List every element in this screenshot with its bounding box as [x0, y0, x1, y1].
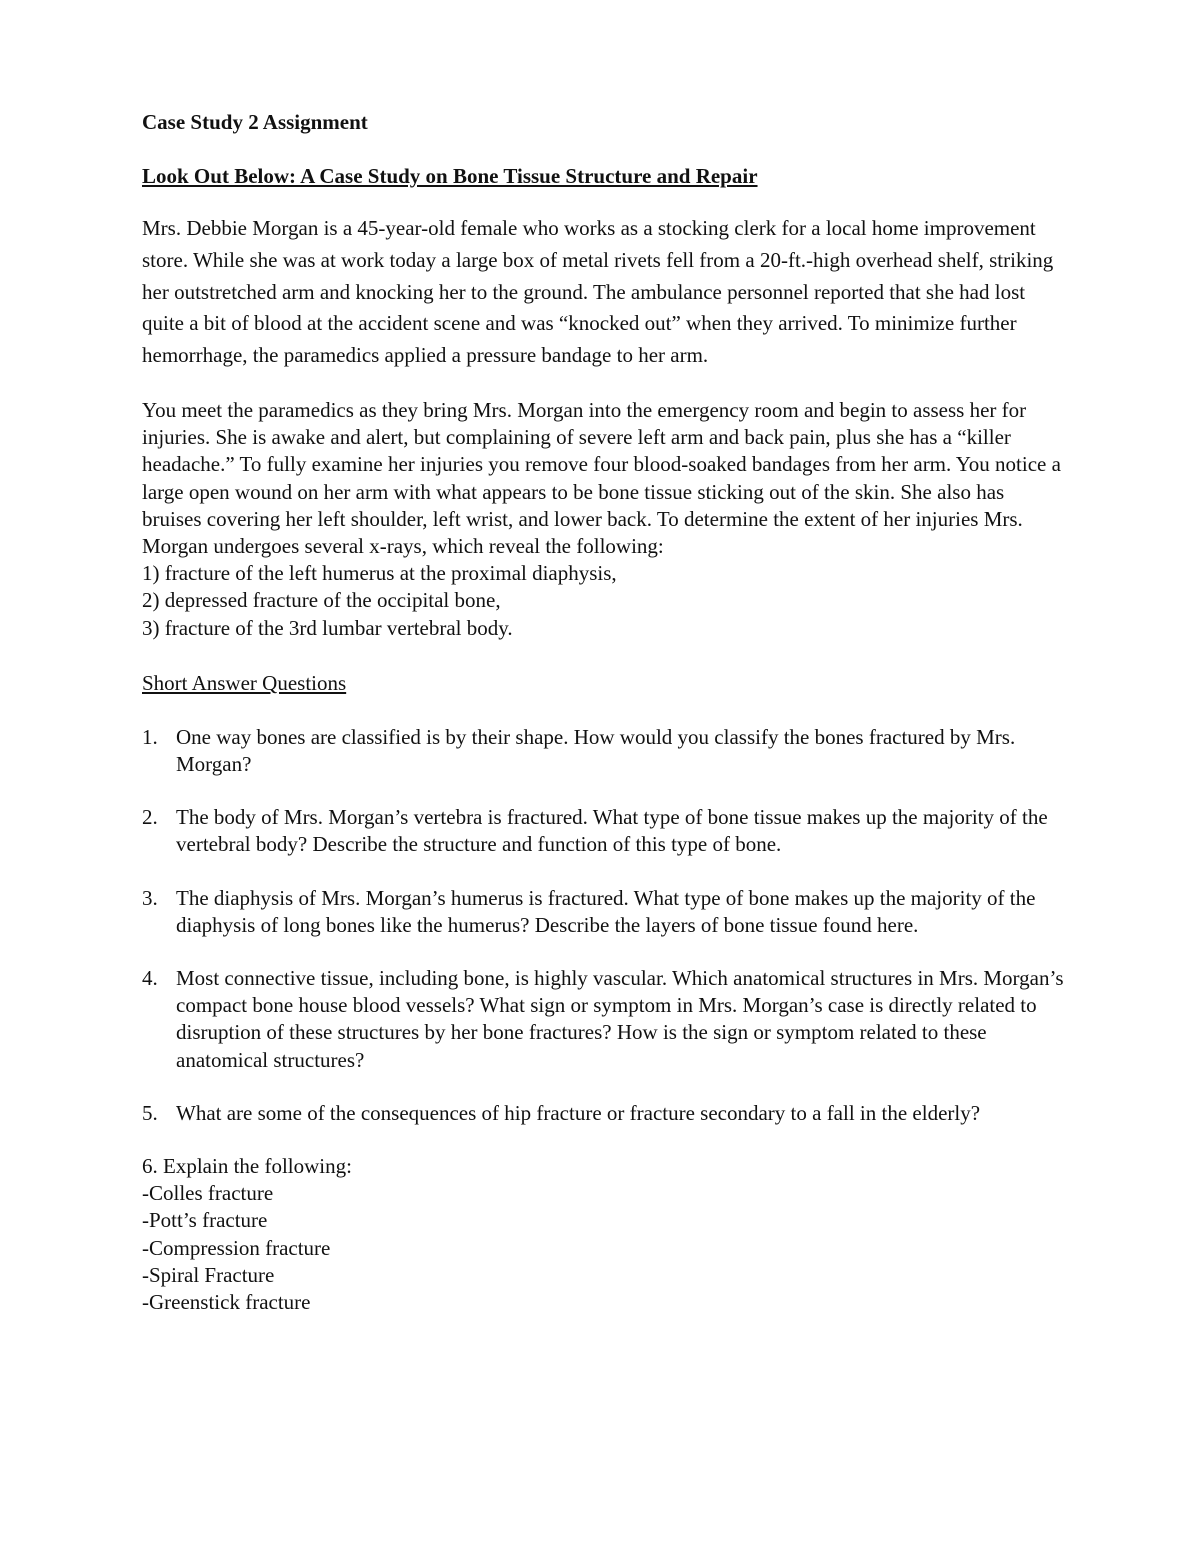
document-page — [142, 106, 1067, 1316]
question-text: The diaphysis of Mrs. Morgan’s humerus is fractured. What type of bone makes up the majority of the diaphysis of long bones like the humerus? Describe the layers of bone tissue found here. — [176, 885, 1036, 937]
question-6-prompt: 6. Explain the following: — [142, 1154, 352, 1179]
finding-item: 1) fracture of the left humerus at the proximal diaphysis, — [142, 561, 617, 586]
question-item — [142, 965, 1067, 1074]
question-number: 1. — [142, 724, 158, 749]
xray-findings-list — [142, 560, 1067, 642]
finding-item: 2) depressed fracture of the occipital bone, — [142, 588, 501, 613]
fracture-type-item: -Spiral Fracture — [142, 1262, 275, 1287]
section-heading: Short Answer Questions — [142, 670, 347, 695]
question-item — [142, 724, 1067, 778]
fracture-type-item: -Colles fracture — [142, 1181, 274, 1206]
question-item — [142, 1100, 1067, 1127]
questions-list — [142, 724, 1067, 1127]
question-text: One way bones are classified is by their shape. How would you classify the bones fractured by Mrs. Morgan? — [176, 724, 1016, 777]
question-text: Most connective tissue, including bone, is highly vascular. Which anatomical structures in Mrs. Morgan’s compact bone house blood vessels? What sign or symptom in Mrs. Morgan’s case is directly related to disruption of these structures by her bone fractures? How is the sign or symptom related to these anatomical structures? — [176, 966, 1064, 1072]
question-text: The body of Mrs. Morgan’s vertebra is fractured. What type of bone tissue makes up the majority of the vertebral body? Describe the structure and function of this type of bone. — [176, 805, 1048, 857]
question-number: 2. — [142, 805, 158, 830]
question-number: 4. — [142, 966, 158, 991]
question-number: 5. — [142, 1100, 158, 1125]
case-paragraph-1: Mrs. Debbie Morgan is a 45-year-old female who works as a stocking clerk for a local home improvement store. While she was at work today a large box of metal rivets fell from a 20-ft.-high overhead shelf, striking her outstretched arm and knocking her to the ground. The ambulance personnel reported that she had lost quite a bit of blood at the accident scene and was “knocked out” when they arrived. To minimize further hemorrhage, the paramedics applied a pressure bandage to her arm. — [142, 216, 1054, 368]
case-paragraph-2: You meet the paramedics as they bring Mrs. Morgan into the emergency room and begin to assess her for injuries. She is awake and alert, but complaining of severe left arm and back pain, plus she has a “killer headache.” To fully examine her injuries you remove four blood-soaked bandages from her arm. You notice a large open wound on her arm with what appears to be bone tissue sticking out of the skin. She also has bruises covering her left shoulder, left wrist, and lower back. To determine the extent of her injuries Mrs. Morgan undergoes several x-rays, which reveal the following: — [142, 397, 1061, 558]
finding-item: 3) fracture of the 3rd lumbar vertebral body. — [142, 615, 513, 640]
question-item — [142, 885, 1067, 939]
assignment-title: Case Study 2 Assignment — [142, 110, 368, 134]
question-text: What are some of the consequences of hip fracture or fracture secondary to a fall in the elderly? — [176, 1100, 981, 1125]
question-item — [142, 804, 1067, 858]
fracture-type-item: -Pott’s fracture — [142, 1208, 268, 1233]
fracture-types-list — [142, 1180, 1067, 1316]
fracture-type-item: -Compression fracture — [142, 1235, 331, 1260]
case-study-title: Look Out Below: A Case Study on Bone Tissue Structure and Repair — [142, 164, 758, 188]
question-number: 3. — [142, 885, 158, 910]
fracture-type-item: -Greenstick fracture — [142, 1290, 311, 1315]
